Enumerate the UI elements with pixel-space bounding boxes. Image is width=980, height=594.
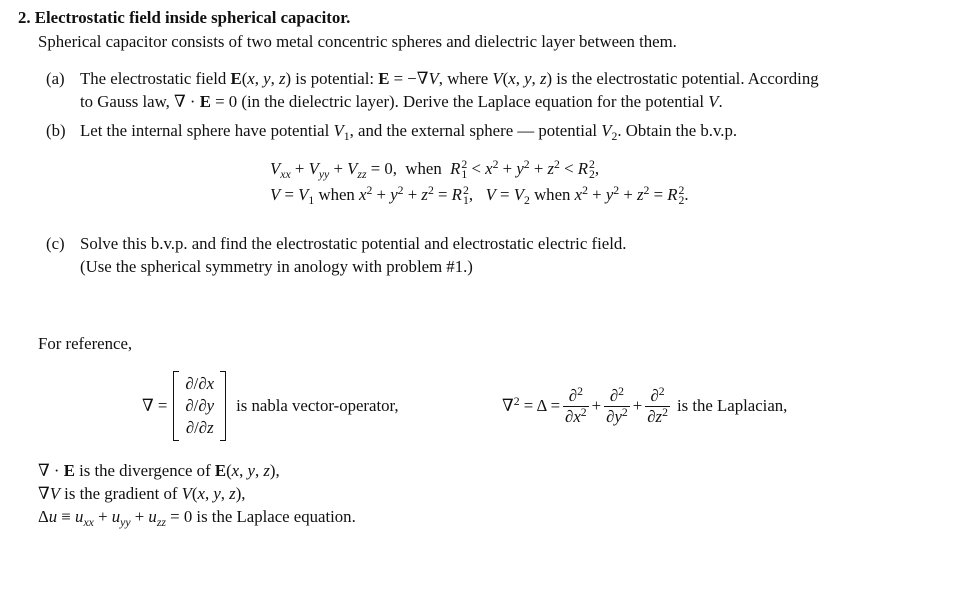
- bvp-equation-1: $V_{xx} + V_{yy} + V_{zz} = 0$, when R 2 1 < $x^2 + y^2 + z^2 < R$ 2 2 ,: [270, 157, 600, 182]
- laplace-equation-line: $\Delta u \equiv u_{xx} + u_{yy} + u_{zz} = 0$ is the Laplace equation.: [38, 507, 356, 529]
- part-b-line1: Let the internal sphere have potential $V_1$, and the external sphere — potential $V_2$. Obtain the b.v.p.: [80, 121, 738, 143]
- part-b-label: (b): [46, 121, 66, 140]
- part-a-label: (a): [46, 69, 65, 88]
- part-a-line2: to Gauss law, ∇ · E = 0 (in the dielectric layer). Derive the Laplace equation for the potential V.: [80, 92, 723, 111]
- gradient-line: ∇V is the gradient of V(x, y, z),: [38, 484, 246, 503]
- problem-title: Electrostatic field inside spherical capacitor.: [34, 8, 351, 27]
- problem-number: 2.: [18, 8, 31, 27]
- part-c-label: (c): [46, 234, 65, 253]
- nabla-definition: ∇ = ∂/∂x ∂/∂y ∂/∂z is nabla vector-operator,: [142, 368, 399, 444]
- nabla-description: is nabla vector-operator,: [236, 395, 399, 415]
- problem-intro: Spherical capacitor consists of two metal concentric spheres and dielectric layer between them.: [38, 32, 677, 51]
- part-a-line1: The electrostatic field E(x, y, z) is potential: E = −∇V, where V(x, y, z) is the electrostatic potential. According: [80, 69, 819, 88]
- problem-heading: [18, 8, 350, 28]
- laplacian-description: is the Laplacian,: [676, 395, 788, 415]
- laplacian-definition: ∇$^2$ = Δ = $\frac{\partial^2}{\partial x^2}$ + $\frac{\partial^2}{\partial y^2}$ + $\frac{\partial^2}{\partial z^2}$ is the Laplacian,: [502, 385, 788, 426]
- divergence-line: ∇ · E is the divergence of E(x, y, z),: [38, 461, 280, 480]
- part-c-line1: Solve this b.v.p. and find the electrostatic potential and electrostatic electric field.: [80, 234, 627, 253]
- nabla-vector: ∂/∂x ∂/∂y ∂/∂z: [173, 371, 226, 440]
- bvp-equation-2: $V = V_1$ when $x^2 + y^2 + z^2 = R$ 2 1 , $V = V_2$ when $x^2 + y^2 + z^2 = R$ 2 2 .: [270, 183, 689, 208]
- reference-heading: For reference,: [38, 334, 133, 353]
- part-c-line2: (Use the spherical symmetry in anology with problem #1.): [80, 257, 473, 276]
